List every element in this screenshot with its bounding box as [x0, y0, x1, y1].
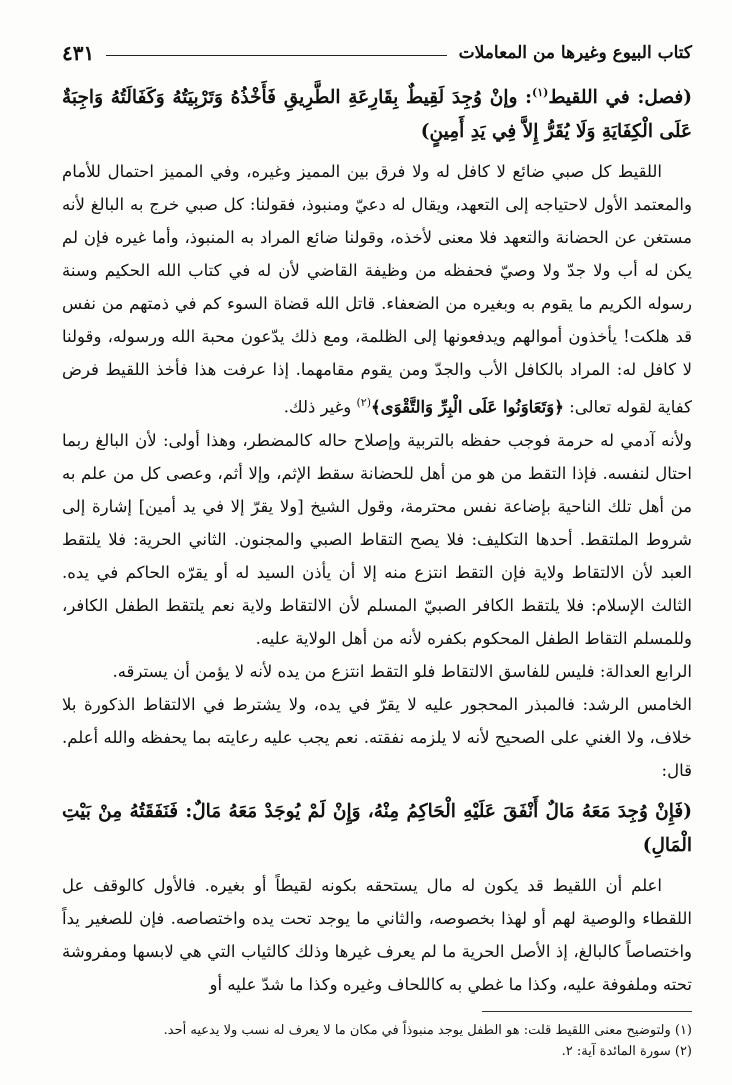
- commentary-paragraph: اللقيط كل صبي ضائع لا كافل له ولا فرق بين المميز وغيره، وفي المميز احتمال للأمام والمعتمد الأول لاحتياجه إلى التعهد، ويقال له دعيّ ومنبوذ، فقولنا: كل صبي خرج به البالغ لأنه مستغن عن الحضانة والتعهد فلا معنى لأخذه، وقولنا ضائع المراد به المنبوذ، وأما غيره فإن لم يكن له أب ولا جدّ ولا وصيّ فحفظه من وظيفة القاضي لأن له في كتاب الله الحكيم وسنة رسوله الكريم ما يقوم به وبغيره من الضعفاء. قاتل الله قضاة السوء كم في ذمتهم من نفس قد هلكت! يأخذون أموالهم ويدفعونها إلى الظلمة، ومع ذلك يدّعون محبة الله ورسوله، وقولنا لا كافل له: المراد بالكافل الأب والجدّ ومن يقوم مقامهما. إذا عرفت هذا فأخذ اللقيط فرض كفاية لقوله تعالى: ﴿وَتَعَاوَنُوا عَلَى الْبِرِّ وَالتَّقْوَى﴾$^{(٢)}$ وغير ذلك.: [62, 162, 692, 417]
- footnote-divider: [482, 1011, 692, 1012]
- commentary-paragraph: ولأنه آدمي له حرمة فوجب حفظه بالتربية وإصلاح حاله كالمضطر، وهذا أولى: لأن البالغ ربما احتال لنفسه. فإذا التقط من هو من أهل للحضانة سقط الإثم، وإلا أثم، وعصى كل من علم به من أهل تلك الناحية بإضاعة نفس محترمة، وقول الشيخ [ولا يقرّ إلا في يد أمين] إشارة إلى شروط الملتقط. أحدها التكليف: فلا يصح التقاط الصبي والمجنون. الثاني الحرية: فلا يلتقط العبد لأن الالتقاط ولاية فإن التقط انتزع منه إلا أن يأذن السيد له أو يقرّه الحاكم في يده. الثالث الإسلام: فلا يلتقط الكافر الصبيّ المسلم لأن الالتقاط ولاية نعم يلتقط الطفل الكافر، وللمسلم التقاط الطفل المحكوم بكفره لأنه من أهل الولاية عليه.: [62, 430, 692, 648]
- book-page: [62, 38, 692, 1062]
- commentary-paragraph: الرابع العدالة: فليس للفاسق الالتقاط فلو التقط انتزع من يده لأنه لا يؤمن أن يسترقه.: [112, 661, 692, 681]
- matn-open: (فصل: في اللقيط: [548, 87, 692, 109]
- page-number: ٤٣١: [62, 41, 95, 65]
- commentary-paragraph: الخامس الرشد: فالمبذر المحجور عليه لا يقرّ في يده، ولا يشترط في الالتقاط الذكورة بلا خلاف، ولا الغني على الصحيح لأنه لا يلزمه نفقته. نعم يجب عليه رعايته بما يحفظه والله أعلم. قال:: [62, 694, 692, 780]
- footnote-ref-1: (١): [531, 86, 549, 99]
- matn-passage-2: (فَإِنْ وُجِدَ مَعَهُ مَالٌ أَنْفَقَ عَلَيْهِ الْحَاكِمُ مِنْهُ، وَإِنْ لَمْ يُوجَدْ مَعَهُ مَالٌ: فَنَفَقَتُهُ مِنْ بَيْتِ الْمَالِ): [62, 800, 692, 856]
- commentary-paragraph: اعلم أن اللقيط قد يكون له مال يستحقه بكونه لقيطاً أو بغيره. فالأول كالوقف عل اللقطاء والوصية لهم أو لهذا بخصوصه، والثاني ما يوجد تحت يده واختصاصه. فإن للصغير يداً واختصاصاً كالبالغ، إذ الأصل الحرية ما لم يعرف غيرها وذلك كالثياب التي هي لابسها ومفروشة تحته وملفوفة عليه، وكذا ما غطي به كاللحاف وغيره وكذا ما شدّ عليه أو: [62, 875, 692, 994]
- footnote-1: (١) ولتوضيح معنى اللقيط قلت: هو الطفل يوجد منبوذاً في مكان ما لا يعرف له نسب ولا يدعيه أحد.: [163, 1022, 692, 1038]
- footnote-2: (٢) سورة المائدة آية: ٢.: [561, 1043, 692, 1059]
- matn-passage-1: [62, 76, 692, 149]
- quran-verse: ﴿وَتَعَاوَنُوا عَلَى الْبِرِّ وَالتَّقْوَى﴾: [371, 397, 564, 417]
- page-header: [62, 38, 692, 68]
- footnote-ref-2: (٢): [356, 396, 372, 410]
- header-rule: [106, 55, 446, 56]
- matn-text: : وإنْ وُجِدَ لَقِيطٌ بِقَارِعَةِ الطَّرِيقِ فَأَخْذُهُ وَتَرْبِيَتُهُ وَكَفَالَتُهُ وَاجِبَةٌ عَلَى الْكِفَايَةِ وَلَا يُقَرُّ إِلاَّ فِي يَدِ أَمِينٍ): [62, 87, 692, 143]
- running-title: كتاب البيوع وغيرها من المعاملات: [458, 43, 692, 63]
